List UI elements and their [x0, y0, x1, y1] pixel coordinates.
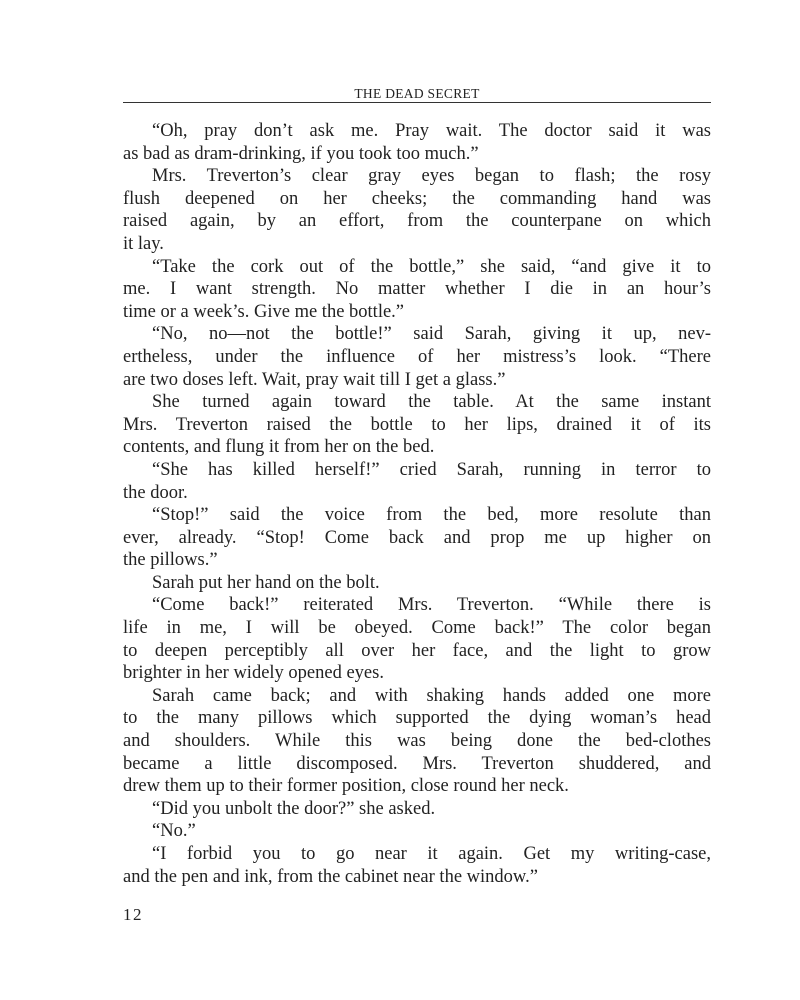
running-head: THE DEAD SECRET [354, 86, 480, 101]
text-line: flush deepened on her cheeks; the commanding hand was [123, 188, 711, 209]
text-line: life in me, I will be obeyed. Come back!” The color began [123, 618, 711, 639]
text-line: Sarah came back; and with shaking hands added one more [152, 685, 711, 706]
text-line: it lay. [123, 233, 164, 254]
text-line: raised again, by an effort, from the counterpane on which [123, 211, 711, 232]
text-line: “Come back!” reiterated Mrs. Treverton. “While there is [152, 595, 711, 616]
text-line: drew them up to their former position, close round her neck. [123, 776, 569, 797]
text-line: as bad as dram-drinking, if you took too much.” [123, 143, 479, 164]
text-line: “I forbid you to go near it again. Get my writing-case, [152, 844, 711, 864]
text-line: to the many pillows which supported the dying woman’s head [123, 708, 711, 729]
text-line: ever, already. “Stop! Come back and prop me up higher on [123, 527, 711, 548]
text-line: brighter in her widely opened eyes. [123, 663, 384, 684]
text-line: She turned again toward the table. At the same instant [152, 392, 711, 413]
text-line: and the pen and ink, from the cabinet near the window.” [123, 866, 538, 887]
header-rule [123, 102, 711, 103]
text-line: “Did you unbolt the door?” she asked. [152, 798, 436, 819]
text-line: and shoulders. While this was being done the bed-clothes [123, 731, 711, 752]
text-line: are two doses left. Wait, pray wait till I get a glass.” [123, 369, 506, 390]
body-text [123, 120, 711, 888]
text-line: the door. [123, 482, 188, 503]
text-line: contents, and flung it from her on the bed. [123, 437, 435, 458]
text-line: “No.” [152, 821, 196, 842]
text-line: to deepen perceptibly all over her face, and the light to grow [123, 640, 711, 661]
text-line: me. I want strength. No matter whether I die in an hour’s [123, 279, 711, 300]
text-line: became a little discomposed. Mrs. Treverton shuddered, and [123, 753, 711, 774]
text-line: “No, no—not the bottle!” said Sarah, giving it up, nev- [152, 324, 711, 345]
text-line: “Stop!” said the voice from the bed, more resolute than [152, 505, 711, 526]
text-line: Mrs. Treverton raised the bottle to her lips, drained it of its [123, 414, 711, 435]
text-line: ertheless, under the influence of her mistress’s look. “There [123, 346, 711, 367]
text-line: “Oh, pray don’t ask me. Pray wait. The doctor said it was [152, 121, 711, 141]
text-line: “Take the cork out of the bottle,” she said, “and give it to [152, 256, 711, 277]
text-line: the pillows.” [123, 550, 218, 571]
text-line: “She has killed herself!” cried Sarah, running in terror to [152, 459, 711, 480]
text-line: Mrs. Treverton’s clear gray eyes began to flash; the rosy [152, 166, 711, 187]
text-line: Sarah put her hand on the bolt. [152, 572, 380, 593]
text-line: time or a week’s. Give me the bottle.” [123, 301, 405, 322]
page-number: 12 [123, 905, 143, 924]
